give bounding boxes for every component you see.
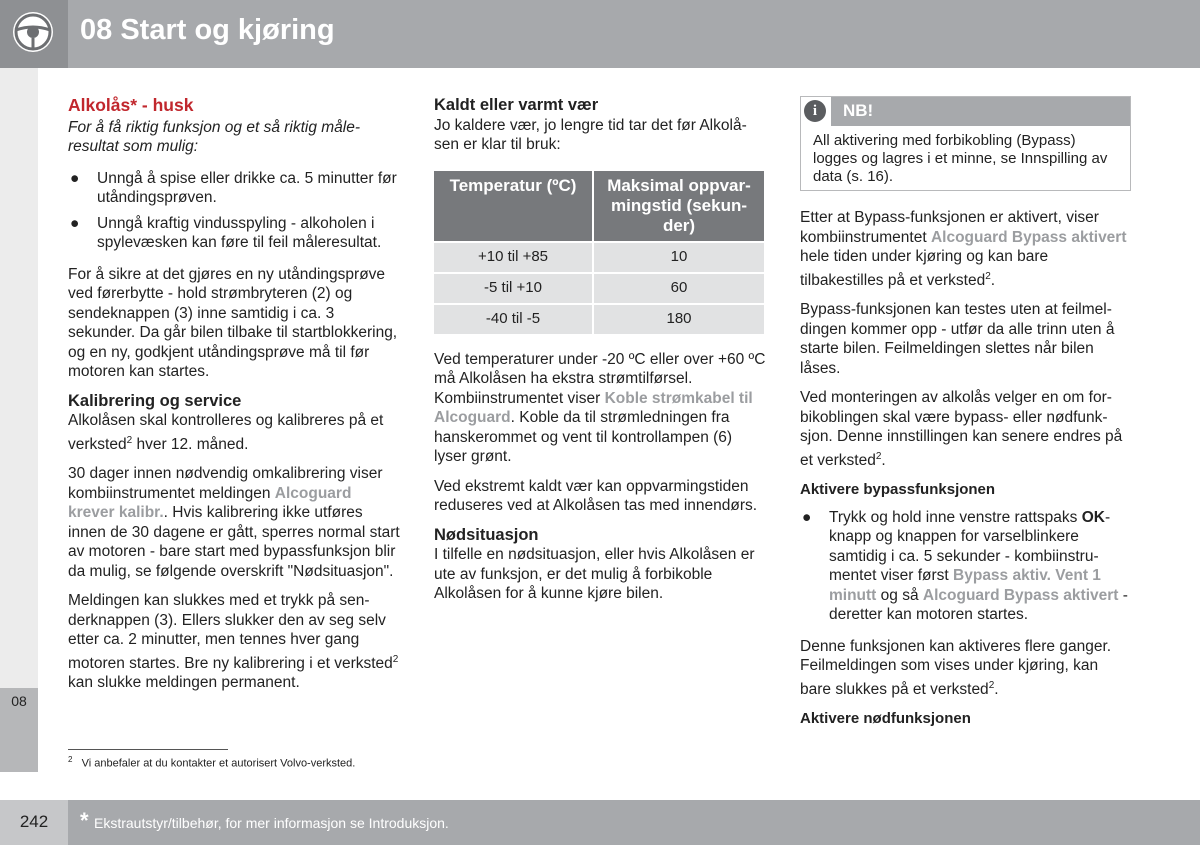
page-number: 242 (19, 812, 49, 831)
text-run: hele tiden under kjøring og kan bare tilbakestilles på et verksted (800, 248, 1049, 289)
footnote-ref: 2 (985, 270, 991, 282)
list-item (800, 508, 1132, 625)
header-icon-area (0, 0, 68, 68)
footnote-ref: 2 (988, 679, 995, 691)
text-run: - deretter kan motoren startes. (829, 586, 1128, 624)
text-run: Trykk og hold inne venstre rattspaks (829, 508, 1082, 526)
list-item (68, 214, 400, 253)
footnote (68, 755, 355, 770)
text-run: -knapp og knappen for varselblinkere samtidig i ca. 5 sekunder - kombiinstrumentet viser først (829, 508, 1111, 585)
paragraph (68, 464, 400, 581)
bullet-icon: ● (70, 214, 80, 232)
note-box (800, 96, 1131, 191)
bullet-icon: ● (70, 169, 80, 187)
subheading: Aktivere nødfunksjonen (800, 710, 971, 728)
text-run: Alkolåsen skal kontrolleres og kalibreres på et verksted (68, 412, 384, 453)
display-message: Koble strømkabel til Alcoguard (434, 389, 753, 426)
paragraph (68, 591, 400, 693)
column-header: Temperatur (ºC) (434, 171, 592, 241)
intro-text: For å få riktig funksjon og et så riktig måleresultat som mulig: (68, 118, 361, 155)
subheading: Nødsituasjon (434, 525, 539, 544)
page-title: 08 Start og kjøring (80, 14, 335, 46)
footnote-ref: 2 (126, 434, 133, 446)
display-message: Bypass aktiv. Vent 1 minutt (829, 567, 1101, 604)
text-run: . (881, 451, 886, 469)
text-run: kan slukke meldingen permanent. (68, 674, 300, 692)
bullet-icon: ● (802, 508, 812, 526)
paragraph: Ved ekstremt kaldt vær kan oppvarmingstiden reduseres ved at Alkolåsen tas med innendørs. (434, 477, 758, 514)
list-item (68, 169, 400, 208)
paragraph: For å sikre at det gjøres en ny utåndingsprøve ved førerbytte - hold strømbryteren (2) og sendeknappen (3) inne samtidig i ca. 3 sekunder. Da går bilen tilbake til startblokkering, og en ny, godkjent utåndingsprøve må til før motoren kan startes. (68, 265, 398, 380)
text-run: . (990, 271, 996, 289)
text-run: hver 12. måned. (132, 435, 249, 453)
note-icon-area (801, 97, 831, 126)
bullet-list (800, 508, 1132, 625)
table-cell: -40 til -5 (434, 305, 592, 334)
paragraph: Jo kaldere vær, jo lengre tid tar det før Alkolåsen er klar til bruk: (434, 116, 747, 153)
text-run: 30 dager innen nødvendig omkalibrering viser kombiinstrumentet meldingen (68, 465, 383, 502)
text-run: og så (876, 586, 923, 604)
text-run: . Hvis kalibrering ikke utføres innen de 30 dagene er gått, sperres normal start av motoren - bare start med bypassfunksjon blir da mulig, se følgende overskrift "Nødsituasjon". (68, 504, 400, 580)
note-text: All aktivering med forbikobling (Bypass) logges og lagres i et minne, se Innspilling av data (s. 16). (813, 132, 1108, 185)
warmup-table (432, 169, 766, 336)
list-item-text: Unngå kraftig vindusspyling - alkoholen i spylevæsken kan føre til feil måleresultat. (97, 214, 382, 251)
subheading: Aktivere bypassfunksjonen (800, 481, 996, 499)
table-cell: 10 (594, 243, 764, 272)
paragraph (68, 411, 400, 454)
text-run: Etter at Bypass-funksjonen er aktivert, viser kombiinstrumentet (800, 209, 1099, 246)
side-strip (0, 68, 38, 772)
table-row (434, 243, 764, 272)
footer-text: Ekstrautstyr/tilbehør, for mer informasjon se Introduksjon. (94, 815, 449, 831)
table-cell: 180 (594, 305, 764, 334)
text-run: Meldingen kan slukkes med et trykk på senderknappen (3). Ellers slukker den av seg selv etter ca. 2 minutter, men tennes hver gang motoren startes. Bre ny kalibrering i et verksted (68, 592, 393, 672)
paragraph (800, 208, 1132, 290)
paragraph (800, 637, 1132, 700)
chapter-tab-label: 08 (11, 693, 27, 709)
subheading: Kalibrering og service (68, 391, 242, 410)
table-cell: 60 (594, 274, 764, 303)
paragraph: Bypass-funksjonen kan testes uten at feilmeldingen kommer opp - utfør da alle trinn uten å starte bilen. Feilmeldingen slettes når bilen låses. (800, 301, 1115, 377)
table-row (434, 274, 764, 303)
table-cell: +10 til +85 (434, 243, 592, 272)
table-header-row (434, 171, 764, 241)
text-run: . (994, 680, 999, 698)
paragraph: I tilfelle en nødsituasjon, eller hvis Alkolåsen er ute av funksjon, er det mulig å forbikoble Alkolåsen for å kunne kjøre bilen. (434, 546, 755, 602)
text-run: Ved temperaturer under -20 ºC eller over +60 ºC må Alkolåsen ha ekstra strømtilførsel. Kombiinstrumentet viser (434, 350, 766, 407)
footnote-ref: 2 (875, 450, 882, 462)
column-1 (68, 96, 400, 703)
text-run: . Koble da til strømledningen fra hanskerommet og vent til kontrollampen (6) lyser grønt. (434, 409, 733, 465)
footnote-number: 2 (68, 755, 73, 764)
list-item-text: Unngå å spise eller drikke ca. 5 minutter før utåndingsprøven. (97, 169, 397, 206)
info-icon: i (804, 100, 826, 122)
footnote-ref: 2 (392, 653, 399, 665)
steering-wheel-icon (13, 12, 53, 52)
text-run: Ved monteringen av alkolås velger en om forbikoblingen skal være bypass- eller nødfunksjon. Denne innstillingen kan senere endres på et verksted (800, 389, 1123, 469)
display-message: Alcoguard krever kalibr. (68, 484, 352, 522)
paragraph (434, 350, 766, 467)
column-header: Maksimal oppvarmingstid (sekunder) (594, 171, 764, 241)
column-3 (800, 208, 1132, 729)
button-label: OK (1081, 508, 1105, 526)
section-title: Alkolås* - husk (68, 95, 194, 115)
table-cell: -5 til +10 (434, 274, 592, 303)
paragraph (800, 388, 1132, 470)
text-run: Denne funksjonen kan aktiveres flere ganger. Feilmeldingen som vises under kjøring, kan bare slukkes på et verksted (800, 637, 1112, 698)
subheading: Kaldt eller varmt vær (434, 96, 599, 114)
footnote-text: Vi anbefaler at du kontakter et autorisert Volvo-verksted. (81, 757, 356, 770)
footnote-divider (68, 749, 228, 750)
bullet-list (68, 169, 400, 253)
display-message: Alcoguard Bypass aktivert (922, 586, 1119, 604)
display-message: Alcoguard Bypass aktivert (930, 228, 1127, 246)
asterisk-mark: * (80, 808, 89, 833)
column-2 (434, 96, 766, 614)
table-row (434, 305, 764, 334)
note-title: NB! (843, 101, 874, 120)
